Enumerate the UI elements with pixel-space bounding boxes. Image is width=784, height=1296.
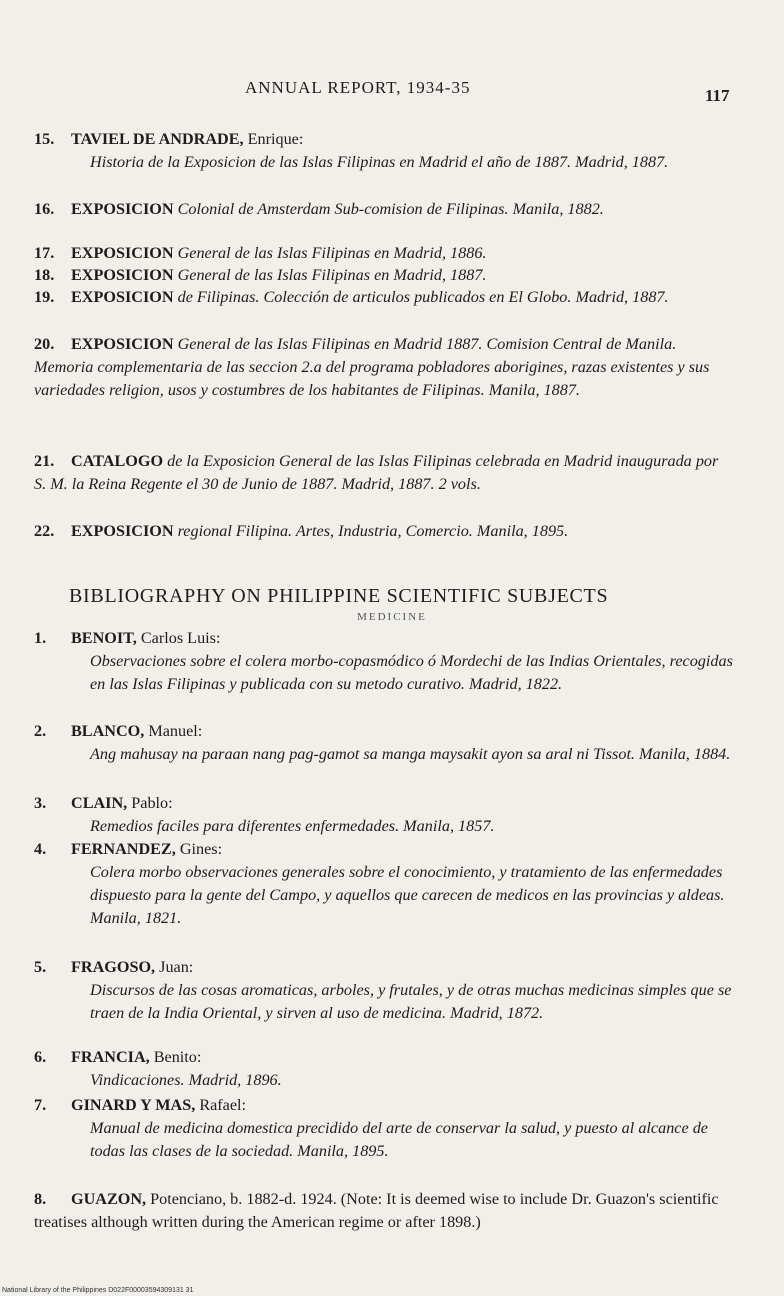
section-subtitle: MEDICINE [357, 611, 427, 623]
list-item: 7. GINARD Y MAS, Rafael: Manual de medicina domestica precidido del arte de conservar la salud, y puesto al alcance de todas las clases de la sociedad. Manila, 1895. [34, 1096, 708, 1160]
page-number: 117 [705, 86, 730, 105]
list-item: 15. TAVIEL DE ANDRADE, Enrique: Historia de la Exposicion de las Islas Filipinas en Madrid el año de 1887. Madrid, 1887. [34, 130, 669, 171]
list-item: 2. BLANCO, Manuel: Ang mahusay na paraan nang pag-gamot sa manga maysakit ayon sa aral ni Tissot. Manila, 1884. [34, 722, 731, 763]
list-item: 19. EXPOSICION de Filipinas. Colección de articulos publicados en El Globo. Madrid, 1887. [34, 288, 669, 306]
list-item: 5. FRAGOSO, Juan: Discursos de las cosas aromaticas, arboles, y frutales, y de otras muchas medicinas simples que se traen de la India Oriental, y sirven al uso de medicina. Madrid, 1872. [34, 958, 732, 1022]
scan-credit: National Library of the Philippines D022F00003594309131 31 [2, 1287, 194, 1294]
list-item: 20. EXPOSICION General de las Islas Filipinas en Madrid 1887. Comision Central de Manila. Memoria complementaria de las seccion 2.a del programa pobladores aborigines, razas existentes y sus variedades religion, usos y costumbres de los habitantes de Filipinas. Manila, 1887. [34, 335, 710, 399]
list-item: 22. EXPOSICION regional Filipina. Artes, Industria, Comercio. Manila, 1895. [34, 522, 569, 540]
list-item: 8. GUAZON, Potenciano, b. 1882-d. 1924. (Note: It is deemed wise to include Dr. Guazon's scientific treatises although written during the American regime or after 1898.) [34, 1190, 719, 1231]
list-item: 1. BENOIT, Carlos Luis: Observaciones sobre el colera morbo-copasmódico ó Mordechi de las Indias Orientales, recogidas en las Islas Filipinas y publicada con su metodo curativo. Madrid, 1822. [34, 629, 733, 693]
list-item: 17. EXPOSICION General de las Islas Filipinas en Madrid, 1886. [34, 244, 487, 262]
list-item: 6. FRANCIA, Benito: Vindicaciones. Madrid, 1896. [34, 1048, 282, 1089]
list-item: 18. EXPOSICION General de las Islas Filipinas en Madrid, 1887. [34, 266, 487, 284]
list-item: 4. FERNANDEZ, Gines: Colera morbo observaciones generales sobre el conocimiento, y tratamiento de las enfermedades dispuesto para la gente del Campo, y aquellos que carecen de medicos en las provincias y aldeas. Manila, 1821. [34, 840, 725, 927]
running-head: ANNUAL REPORT, 1934-35 [245, 78, 471, 97]
list-item: 21. CATALOGO de la Exposicion General de las Islas Filipinas celebrada en Madrid inaugurada por S. M. la Reina Regente el 30 de Junio de 1887. Madrid, 1887. 2 vols. [34, 452, 719, 493]
section-title: BIBLIOGRAPHY ON PHILIPPINE SCIENTIFIC SUBJECTS [69, 585, 609, 607]
list-item: 16. EXPOSICION Colonial de Amsterdam Sub-comision de Filipinas. Manila, 1882. [34, 200, 604, 218]
list-item: 3. CLAIN, Pablo: Remedios faciles para diferentes enfermedades. Manila, 1857. [34, 794, 495, 835]
